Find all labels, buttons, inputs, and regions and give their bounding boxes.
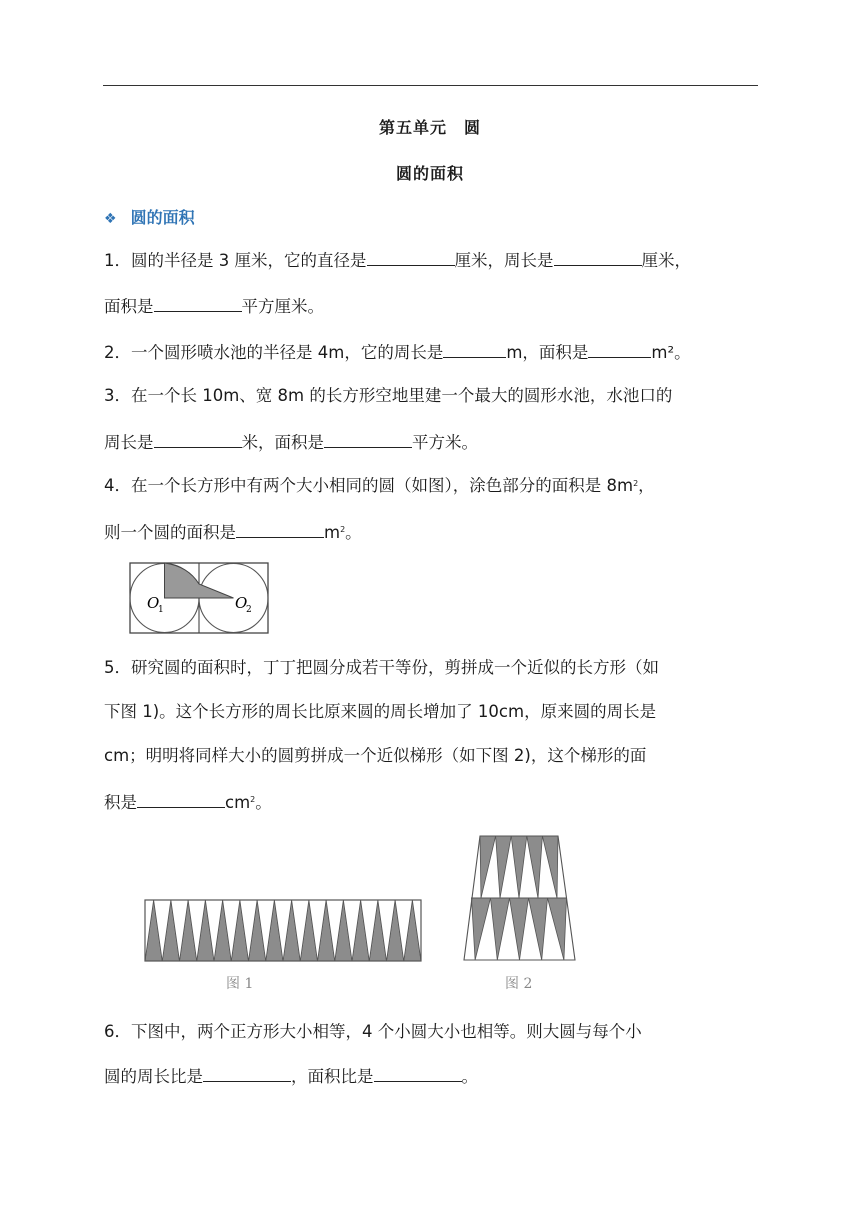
diamond-bullet-icon: ❖ xyxy=(104,211,117,227)
fig2-sector-down xyxy=(480,836,496,898)
fig2-sector-down xyxy=(527,836,543,898)
q4-figure xyxy=(129,561,269,635)
q5-figure-2 xyxy=(462,834,577,994)
fig1-caption: 图 1 xyxy=(226,976,254,992)
q5-line3: cm；明明将同样大小的圆剪拼成一个近似梯形（如下图 2)，这个梯形的面 xyxy=(104,746,647,765)
q3-blank-circumference[interactable] xyxy=(154,431,242,448)
q6-blank-area-ratio[interactable] xyxy=(374,1065,462,1082)
fig2-sector-down xyxy=(529,898,548,960)
q4-line1: 4．在一个长方形中有两个大小相同的圆（如图），涂色部分的面积是 $8m^2$， xyxy=(104,476,655,495)
q4-label-o2: O xyxy=(235,594,248,612)
q4-line2: 则一个圆的面积是 $m^2$。 xyxy=(104,523,362,542)
q1-blank-circumference[interactable] xyxy=(554,249,642,266)
fig2-sector-down xyxy=(472,898,491,960)
section-heading xyxy=(104,205,195,228)
fig2-sector-down xyxy=(496,836,512,898)
q4-label-o1: O xyxy=(147,594,160,612)
q1-line1: 1．圆的半径是 3 厘米，它的直径是 厘米，周长是 厘米， xyxy=(104,251,691,270)
header-rule xyxy=(103,85,758,86)
fig2-caption: 图 2 xyxy=(505,976,533,992)
q1-blank-diameter[interactable] xyxy=(367,249,455,266)
q5-blank-trapezoid-area[interactable] xyxy=(137,791,225,808)
fig2-sector-down xyxy=(548,898,567,960)
q3-line1: 3．在一个长 10m、宽 8m 的长方形空地里建一个最大的圆形水池，水池口的 xyxy=(104,386,673,405)
q1-line2: 面积是 平方厘米。 xyxy=(104,297,324,316)
q2-line: 2．一个圆形喷水池的半径是 4m，它的周长是 m，面积是 m²。 xyxy=(104,343,691,362)
q2-blank-circumference[interactable] xyxy=(443,341,506,358)
fig2-sector-down xyxy=(542,836,558,898)
fig2-sector-down xyxy=(510,898,529,960)
q5-line2: 下图 1)。这个长方形的周长比原来圆的周长增加了 10cm，原来圆的周长是 xyxy=(104,702,657,721)
lesson-title: 圆的面积 xyxy=(395,164,464,183)
q6-blank-circumference-ratio[interactable] xyxy=(203,1065,291,1082)
q6-line1: 6．下图中，两个正方形大小相等，4 个小圆大小也相等。则大圆与每个小 xyxy=(104,1022,642,1041)
q5-figure-1 xyxy=(143,898,423,994)
q4-label-o2-sub: 2 xyxy=(246,605,252,615)
section-heading-text: 圆的面积 xyxy=(130,208,195,227)
fig2-sector-down xyxy=(491,898,510,960)
q4-label-o1-sub: 1 xyxy=(158,605,164,615)
unit-title: 第五单元 圆 xyxy=(378,118,481,137)
q2-blank-area[interactable] xyxy=(588,341,651,358)
q6-line2: 圆的周长比是 ，面积比是 。 xyxy=(104,1067,478,1086)
q5-line4: 积是 $cm^2$。 xyxy=(104,793,272,812)
q3-line2: 周长是 米，面积是 平方米。 xyxy=(104,433,478,452)
fig1-triangles xyxy=(145,900,421,961)
q4-blank-circle-area[interactable] xyxy=(236,521,324,538)
fig2-sector-down xyxy=(511,836,527,898)
q5-line1: 5．研究圆的面积时，丁丁把圆分成若干等份，剪拼成一个近似的长方形（如 xyxy=(104,658,659,677)
q3-blank-area[interactable] xyxy=(324,431,412,448)
q1-blank-area[interactable] xyxy=(154,295,242,312)
